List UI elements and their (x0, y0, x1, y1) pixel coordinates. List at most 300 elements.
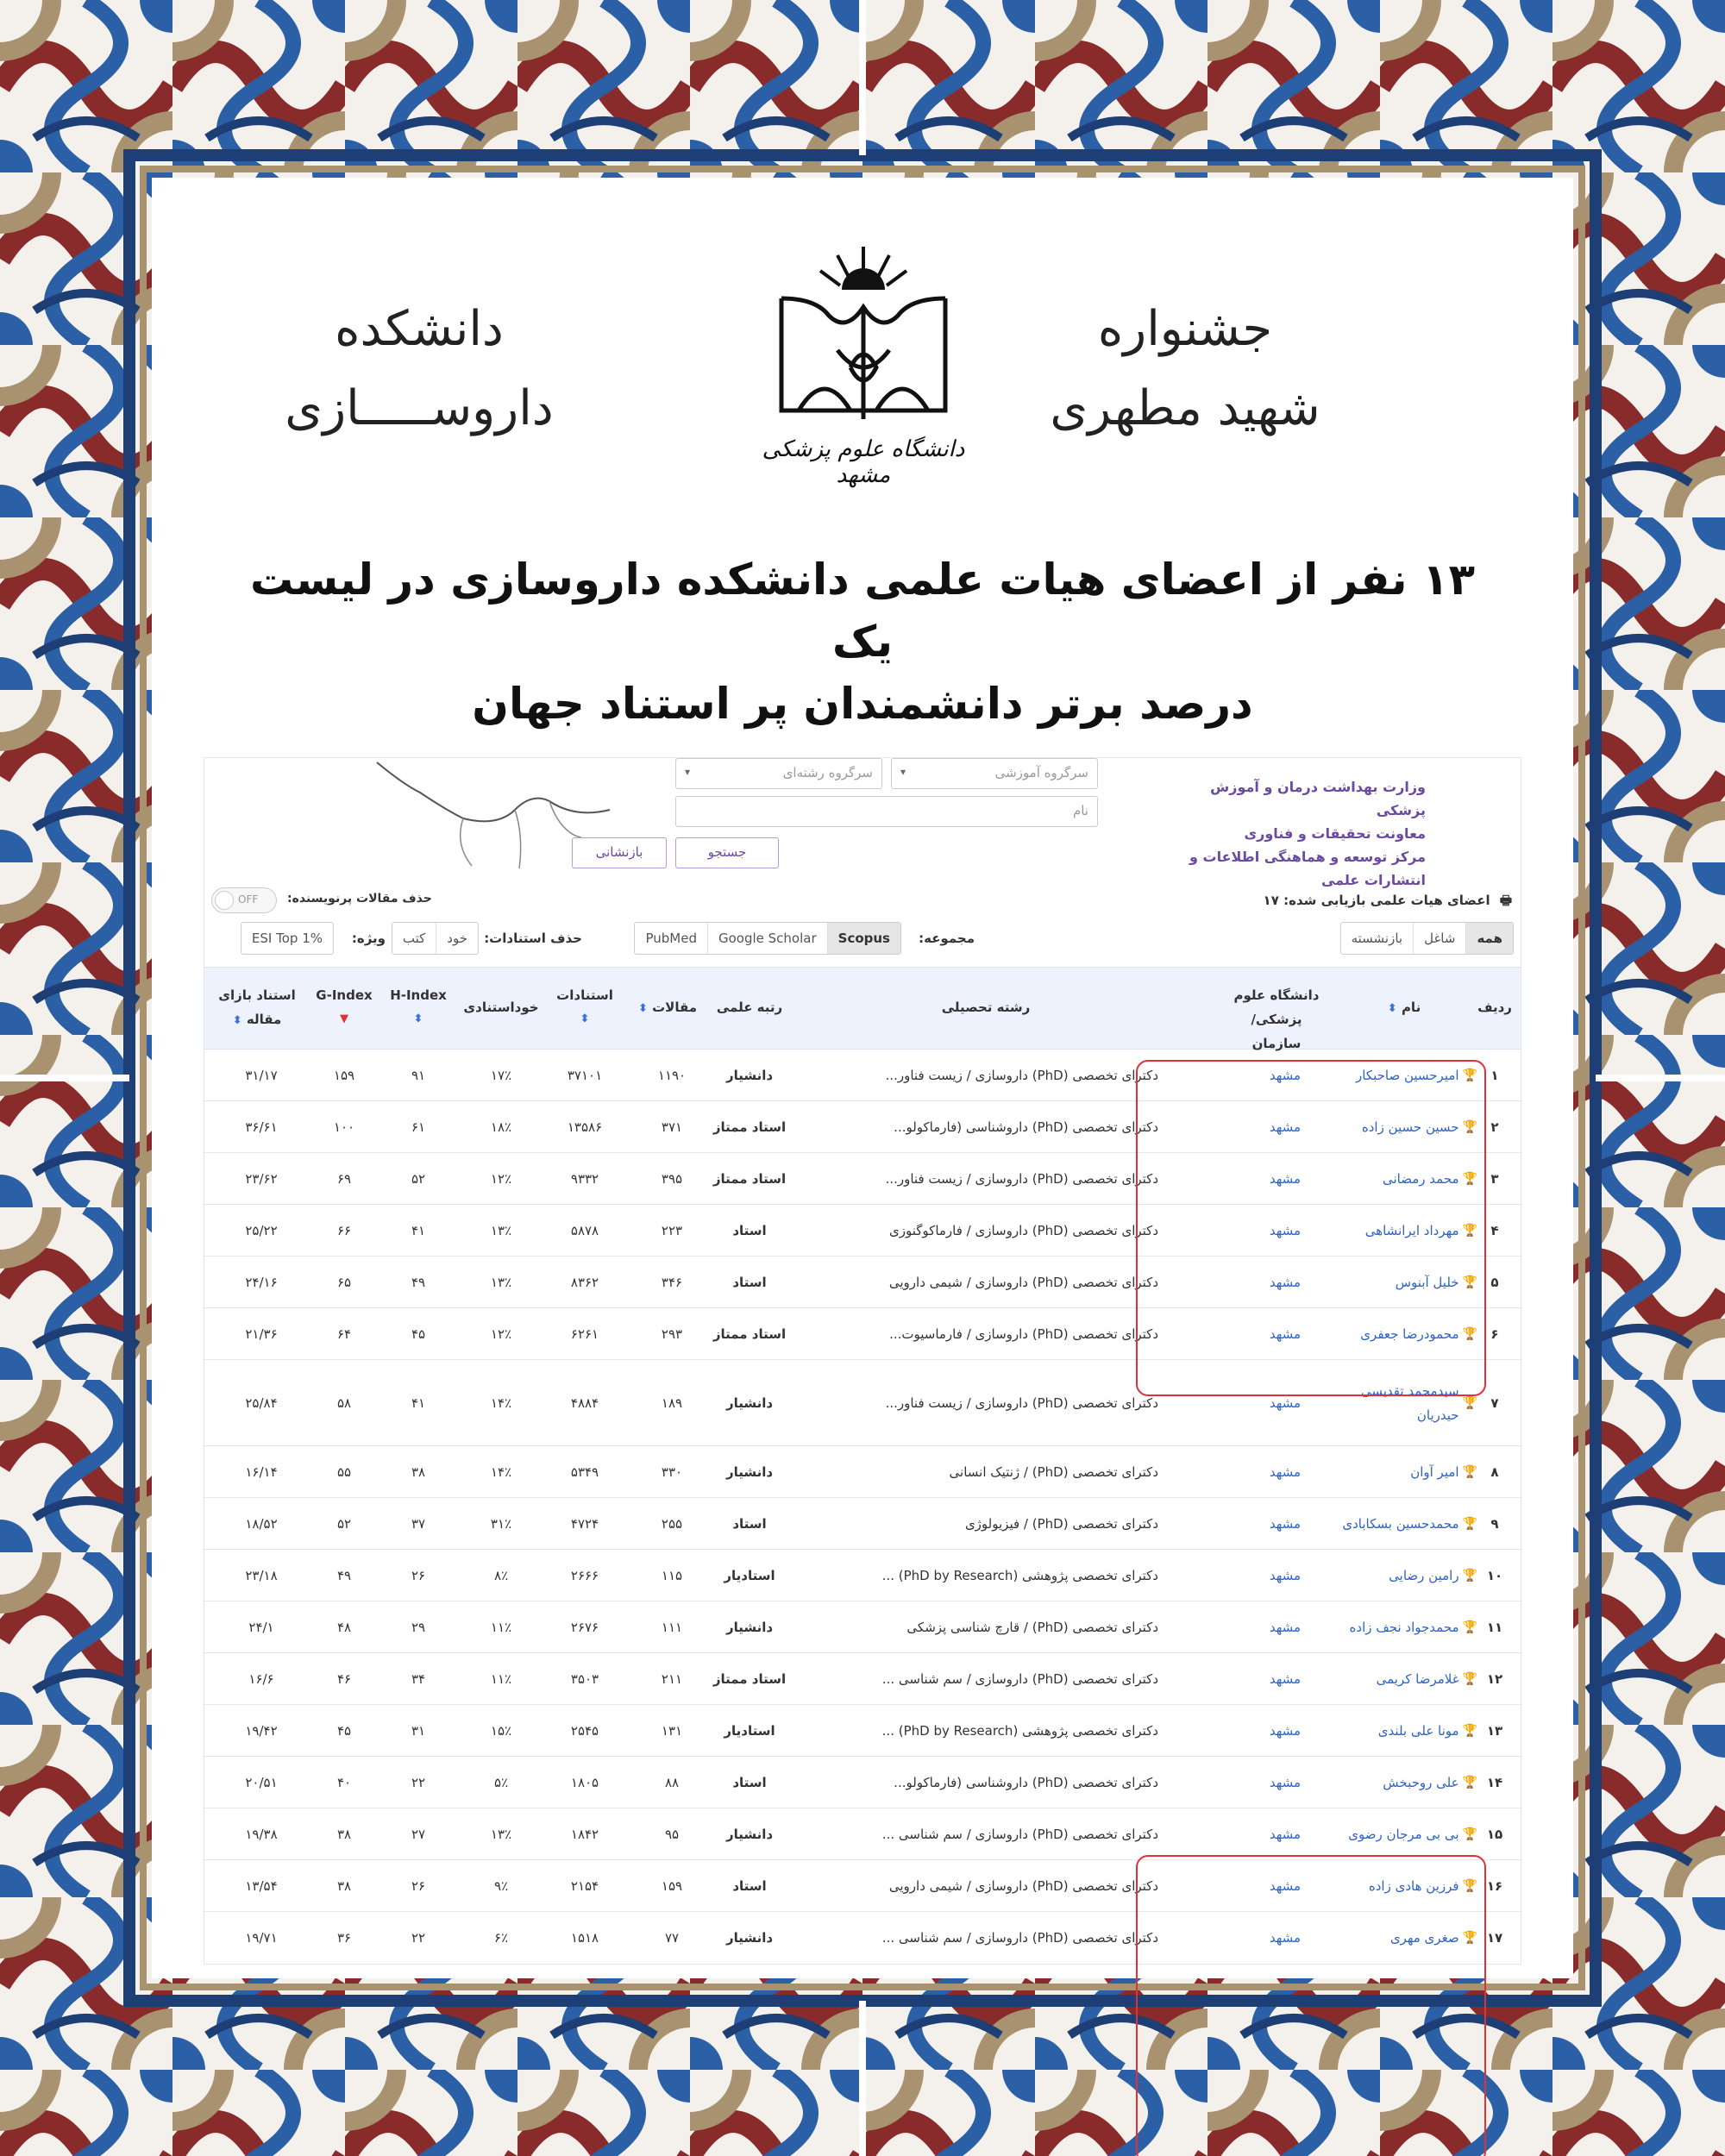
row-self-citation: ۱۸٪ (490, 1119, 512, 1135)
row-university[interactable]: مشهد (1269, 1670, 1302, 1687)
row-index: ۶ (1490, 1326, 1499, 1342)
row-rank: دانشیار (725, 1395, 774, 1411)
faculty-table (204, 967, 1521, 1964)
row-rank: دانشیار (725, 1067, 774, 1083)
row-articles: ۷۷ (664, 1930, 680, 1946)
row-citations: ۸۳۶۲ (570, 1274, 599, 1290)
row-university[interactable]: مشهد (1269, 1326, 1302, 1342)
row-h-index: ۴۱ (411, 1395, 426, 1411)
row-h-index: ۴۵ (411, 1326, 426, 1342)
row-name: مونا علی بلندی (1377, 1722, 1459, 1739)
row-index: ۱۴ (1486, 1774, 1503, 1790)
trophy-icon: 🏆 (1462, 1119, 1477, 1134)
row-rank: استادیار (724, 1722, 775, 1739)
row-self-citation: ۹٪ (493, 1877, 509, 1894)
row-h-index: ۳۱ (411, 1722, 426, 1739)
tab-pubmed[interactable]: PubMed (645, 931, 697, 946)
row-name-link[interactable] (1331, 1550, 1477, 1601)
row-university[interactable]: مشهد (1269, 1877, 1302, 1894)
row-university[interactable]: مشهد (1269, 1119, 1302, 1135)
row-index: ۹ (1490, 1515, 1499, 1532)
row-g-index: ۵۲ (336, 1515, 352, 1532)
trophy-icon: 🏆 (1462, 1671, 1477, 1686)
row-rank: استاد (732, 1274, 767, 1290)
row-self-citation: ۶٪ (493, 1930, 509, 1946)
row-index: ۱۵ (1486, 1826, 1503, 1842)
row-citations: ۱۸۴۲ (570, 1826, 599, 1842)
row-articles: ۱۸۹ (661, 1395, 683, 1411)
status-tabs (1340, 922, 1514, 955)
row-name: غلامرضا کریمی (1376, 1670, 1459, 1687)
row-articles: ۱۱۵ (661, 1567, 683, 1583)
row-articles: ۳۴۶ (661, 1274, 683, 1290)
row-articles: ۱۳۱ (661, 1722, 683, 1739)
row-h-index: ۲۹ (411, 1619, 426, 1635)
col-h-index[interactable] (384, 983, 453, 1031)
row-h-index: ۳۷ (411, 1515, 426, 1532)
row-university[interactable]: مشهد (1269, 1774, 1302, 1790)
special-label: ویژه: (351, 931, 386, 946)
row-h-index: ۲۶ (411, 1877, 426, 1894)
row-g-index: ۶۹ (336, 1170, 352, 1187)
result-count (1264, 892, 1512, 913)
row-rank: استاد (732, 1877, 767, 1894)
row-h-index: ۲۷ (411, 1826, 426, 1842)
ministry-header (1167, 775, 1426, 892)
row-index: ۳ (1490, 1170, 1499, 1187)
row-g-index: ۵۵ (336, 1463, 352, 1480)
row-h-index: ۶۱ (411, 1119, 426, 1135)
edu-group-select[interactable] (891, 758, 1098, 789)
row-articles: ۱۱۹۰ (657, 1067, 687, 1083)
row-field: دکترای تخصصی (PhD) داروسازی / سم شناسی ... (881, 1826, 1158, 1842)
col-idx: ردیف (1477, 1000, 1512, 1015)
row-university[interactable]: مشهد (1269, 1274, 1302, 1290)
row-index: ۲ (1490, 1119, 1499, 1135)
row-self-citation: ۱۲٪ (490, 1170, 512, 1187)
row-university[interactable]: مشهد (1269, 1395, 1302, 1411)
col-name-label: نام (1401, 1000, 1421, 1015)
tab-all[interactable]: همه (1465, 923, 1513, 954)
row-g-index: ۱۰۰ (333, 1119, 355, 1135)
row-index: ۸ (1490, 1463, 1499, 1480)
row-university[interactable]: مشهد (1269, 1170, 1302, 1187)
row-self-citation: ۱۴٪ (490, 1463, 512, 1480)
highlight-box-top (1136, 1060, 1486, 1396)
row-citations-per-article: ۲۵/۲۲ (245, 1222, 278, 1238)
row-articles: ۸۸ (664, 1774, 680, 1790)
row-h-index: ۳۴ (411, 1670, 426, 1687)
col-g-index[interactable] (310, 983, 379, 1031)
col-citations-label: استنادات (556, 987, 613, 1003)
trophy-icon: 🏆 (1462, 1326, 1477, 1341)
row-h-index: ۲۲ (411, 1774, 426, 1790)
row-rank: دانشیار (725, 1826, 774, 1842)
row-field: دکترای تخصصی (PhD) داروسازی / فارماکوگنوزی (889, 1222, 1158, 1238)
row-rank: دانشیار (725, 1463, 774, 1480)
row-name-link[interactable] (1331, 1601, 1477, 1652)
row-g-index: ۴۸ (336, 1619, 352, 1635)
row-citations: ۳۷۱۰۱ (567, 1067, 603, 1083)
row-name-link[interactable] (1331, 1757, 1477, 1808)
field-group-select[interactable] (675, 758, 882, 789)
chevron-down-icon: ▾ (900, 766, 906, 778)
remove-multiauthor-label: حذف مقالات پرنویسنده: (287, 892, 432, 906)
col-university-line2: پزشکی/سازمان (1251, 1012, 1302, 1051)
filter-bar (213, 922, 1514, 960)
row-articles: ۳۷۱ (661, 1119, 683, 1135)
row-citations-per-article: ۱۹/۳۸ (245, 1826, 278, 1842)
table-row (204, 1601, 1521, 1653)
ranking-website (204, 757, 1521, 1965)
table-row (204, 1498, 1521, 1550)
col-citations[interactable] (546, 983, 624, 1031)
option-books[interactable]: کتب (402, 931, 426, 946)
table-row (204, 1757, 1521, 1808)
row-g-index: ۱۵۹ (333, 1067, 355, 1083)
field-group-select-value: سرگروه رشته‌ای (782, 765, 873, 780)
row-self-citation: ۱۳٪ (490, 1222, 512, 1238)
row-field: دکترای تخصصی (PhD) داروشناسی (فارماکولو... (894, 1119, 1158, 1135)
row-name: بی بی مرجان رضوی (1348, 1826, 1459, 1842)
row-rank: استاد (732, 1515, 767, 1532)
university-logo-icon (747, 238, 980, 445)
reset-button[interactable]: بازنشانی (572, 837, 667, 868)
headline (221, 548, 1504, 735)
row-citations-per-article: ۱۹/۷۱ (245, 1930, 278, 1946)
trophy-icon: 🏆 (1462, 1464, 1477, 1479)
row-citations-per-article: ۲۵/۸۴ (245, 1395, 278, 1411)
col-g-index-label: G-Index (316, 987, 373, 1003)
special-options (241, 922, 334, 955)
row-g-index: ۴۰ (336, 1774, 352, 1790)
col-university (1229, 983, 1324, 1056)
row-citations-per-article: ۲۳/۶۲ (245, 1170, 278, 1187)
row-citations: ۲۱۵۴ (570, 1877, 599, 1894)
result-count-label: اعضای هیات علمی بازیابی شده: ۱۷ (1263, 893, 1490, 908)
edu-group-select-value: سرگروه آموزشی (994, 765, 1088, 780)
col-field: رشته تحصیلی (941, 1000, 1031, 1015)
chevron-down-icon: ▾ (685, 766, 691, 778)
row-citations-per-article: ۲۰/۵۱ (245, 1774, 278, 1790)
row-citations-per-article: ۲۴/۱۶ (245, 1274, 278, 1290)
row-citations-per-article: ۱۶/۶ (248, 1670, 274, 1687)
row-articles: ۲۵۵ (661, 1515, 683, 1532)
row-index: ۱۶ (1486, 1877, 1503, 1894)
row-field: دکترای تخصصی (PhD) داروسازی / زیست فناور... (885, 1170, 1158, 1187)
row-rank: استاد ممتاز (712, 1326, 787, 1342)
row-field: دکترای تخصصی (PhD) داروشناسی (فارماکولو... (894, 1774, 1158, 1790)
row-rank: دانشیار (725, 1619, 774, 1635)
col-name[interactable] (1331, 995, 1477, 1021)
tab-employed[interactable]: شاغل (1413, 923, 1465, 954)
row-field: دکترای تخصصی (PhD) داروسازی / سم شناسی ... (881, 1670, 1158, 1687)
sort-icon: ⬍ (637, 1002, 648, 1015)
table-row (204, 1705, 1521, 1757)
row-name: خلیل آبنوس (1395, 1274, 1459, 1290)
row-field: دکترای تخصصی (PhD) داروسازی / سم شناسی ... (881, 1930, 1158, 1946)
row-name: رامین رضایی (1389, 1567, 1459, 1583)
row-citations: ۶۲۶۱ (570, 1326, 599, 1342)
row-field: دکترای تخصصی پژوهشی (PhD by Research) ... (881, 1567, 1158, 1583)
festival-title (1013, 290, 1358, 448)
name-input[interactable] (675, 796, 1098, 827)
row-name: حسین حسین زاده (1361, 1119, 1459, 1135)
row-articles: ۳۹۵ (661, 1170, 683, 1187)
row-h-index: ۹۱ (411, 1067, 426, 1083)
row-name-link[interactable] (1331, 1808, 1477, 1859)
row-self-citation: ۱۲٪ (490, 1326, 512, 1342)
row-name-link[interactable] (1331, 1446, 1477, 1497)
row-citations: ۹۳۳۲ (570, 1170, 599, 1187)
row-field: دکترای تخصصی (PhD) / ژنتیک انسانی (949, 1463, 1158, 1480)
row-name: سیدمحمد تقدیسی حیدریان (1360, 1382, 1459, 1423)
row-name: محمودرضا جعفری (1360, 1326, 1459, 1342)
row-g-index: ۶۴ (336, 1326, 352, 1342)
row-citations-per-article: ۱۸/۵۲ (245, 1515, 278, 1532)
row-university[interactable]: مشهد (1269, 1463, 1302, 1480)
row-university[interactable]: مشهد (1269, 1222, 1302, 1238)
faculty-title-line1: دانشکده (335, 301, 504, 357)
col-citations-per-article[interactable] (210, 983, 304, 1033)
row-g-index: ۶۵ (336, 1274, 352, 1290)
sort-icon: ⬍ (1387, 1002, 1397, 1015)
row-index: ۱ (1490, 1067, 1499, 1083)
row-citations-per-article: ۲۱/۳۶ (245, 1326, 278, 1342)
row-university[interactable]: مشهد (1269, 1930, 1302, 1946)
row-g-index: ۴۶ (336, 1670, 352, 1687)
row-citations-per-article: ۲۴/۱ (248, 1619, 274, 1635)
row-h-index: ۲۲ (411, 1930, 426, 1946)
row-h-index: ۴۹ (411, 1274, 426, 1290)
row-name: محمدحسین بسکابادی (1342, 1515, 1459, 1532)
faculty-title-line2: داروســـــازی (285, 380, 554, 436)
logo-caption: دانشگاه علوم پزشکی مشهد (762, 436, 965, 488)
search-button[interactable]: جستجو (675, 837, 779, 868)
row-citations: ۲۵۴۵ (570, 1722, 599, 1739)
row-citations-per-article: ۳۱/۱۷ (245, 1067, 278, 1083)
row-citations: ۴۸۸۴ (570, 1395, 599, 1411)
trophy-icon: 🏆 (1462, 1827, 1477, 1841)
row-name: علی روحبخش (1383, 1774, 1459, 1790)
row-articles: ۳۳۰ (661, 1463, 683, 1480)
tab-retired[interactable]: بازنشسته (1351, 931, 1403, 946)
remove-multiauthor-toggle[interactable] (211, 887, 277, 913)
row-rank: استاد ممتاز (712, 1670, 787, 1687)
remove-citations-label: حذف استنادات: (484, 931, 582, 946)
row-field: دکترای تخصصی (PhD) / قارچ شناسی پزشکی (906, 1619, 1158, 1635)
row-self-citation: ۳۱٪ (490, 1515, 512, 1532)
trophy-icon: 🏆 (1462, 1275, 1477, 1289)
row-h-index: ۲۶ (411, 1567, 426, 1583)
row-rank: استاد (732, 1774, 767, 1790)
ministry-line3: مرکز توسعه و هماهنگی اطلاعات و انتشارات علمی (1189, 849, 1426, 888)
tab-google-scholar[interactable]: Google Scholar (707, 923, 827, 954)
row-name-link[interactable] (1331, 1705, 1477, 1756)
row-field: دکترای تخصصی پژوهشی (PhD by Research) ... (881, 1722, 1158, 1739)
headline-line1: ۱۳ نفر از اعضای هیات علمی دانشکده داروسازی در لیست یک (249, 555, 1475, 667)
table-row (204, 1808, 1521, 1860)
col-rank: رتبه علمی (716, 1000, 783, 1015)
row-h-index: ۴۱ (411, 1222, 426, 1238)
row-name: صغری مهری (1389, 1930, 1459, 1946)
row-h-index: ۳۸ (411, 1463, 426, 1480)
row-field: دکترای تخصصی (PhD) داروسازی / زیست فناور... (885, 1067, 1158, 1083)
row-self-citation: ۸٪ (493, 1567, 509, 1583)
row-self-citation: ۱۳٪ (490, 1274, 512, 1290)
row-rank: دانشیار (725, 1930, 774, 1946)
row-citations: ۵۸۷۸ (570, 1222, 599, 1238)
row-name: محمد رمضانی (1382, 1170, 1459, 1187)
trophy-icon: 🏆 (1462, 1878, 1477, 1893)
festival-title-line1: جشنواره (1097, 301, 1273, 357)
row-articles: ۲۹۳ (661, 1326, 683, 1342)
row-citations-per-article: ۱۳/۵۴ (245, 1877, 278, 1894)
row-citations: ۲۶۷۶ (570, 1619, 599, 1635)
row-citations-per-article: ۱۶/۱۴ (245, 1463, 278, 1480)
col-articles[interactable] (629, 995, 706, 1021)
row-rank: استادیار (724, 1567, 775, 1583)
content-panel (152, 178, 1573, 1978)
faculty-title (247, 290, 592, 448)
trophy-icon: 🏆 (1462, 1620, 1477, 1634)
row-university[interactable]: مشهد (1269, 1567, 1302, 1583)
row-g-index: ۳۶ (336, 1930, 352, 1946)
row-rank: استاد (732, 1222, 767, 1238)
highlight-box-bottom (1136, 1855, 1486, 2156)
row-field: دکترای تخصصی (PhD) داروسازی / زیست فناور... (885, 1395, 1158, 1411)
row-g-index: ۳۸ (336, 1877, 352, 1894)
row-self-citation: ۱۵٪ (490, 1722, 512, 1739)
source-tabs (634, 922, 901, 955)
name-input-placeholder: نام (1072, 803, 1088, 818)
row-field: دکترای تخصصی (PhD) داروسازی / شیمی دارویی (888, 1877, 1158, 1894)
remove-citations-options (392, 922, 479, 955)
row-name-link[interactable] (1331, 1653, 1477, 1704)
row-rank: استاد ممتاز (712, 1170, 787, 1187)
headline-line2: درصد برتر دانشمندان پر استناد جهان (472, 679, 1253, 729)
row-g-index: ۴۹ (336, 1567, 352, 1583)
row-g-index: ۵۸ (336, 1395, 352, 1411)
row-g-index: ۴۵ (336, 1722, 352, 1739)
sort-icon: ⬍ (413, 1012, 423, 1025)
table-row (204, 1550, 1521, 1601)
col-self-citation: خوداستنادی (463, 1000, 539, 1015)
row-g-index: ۳۸ (336, 1826, 352, 1842)
row-articles: ۱۵۹ (661, 1877, 683, 1894)
row-citations: ۵۳۴۹ (570, 1463, 599, 1480)
collection-label: مجموعه: (919, 931, 975, 946)
trophy-icon: 🏆 (1462, 1171, 1477, 1186)
row-self-citation: ۱۷٪ (490, 1067, 512, 1083)
option-self[interactable]: خود (436, 923, 478, 954)
row-university[interactable]: مشهد (1269, 1619, 1302, 1635)
row-name: فرزین هادی زاده (1368, 1877, 1459, 1894)
printer-icon[interactable]: 🖶 (1499, 893, 1512, 908)
tab-scopus[interactable]: Scopus (827, 923, 900, 954)
trophy-icon: 🏆 (1462, 1068, 1477, 1082)
row-articles: ۹۵ (664, 1826, 680, 1842)
row-university[interactable]: مشهد (1269, 1515, 1302, 1532)
row-field: دکترای تخصصی (PhD) داروسازی / فارماسیوت... (889, 1326, 1158, 1342)
col-articles-label: مقالات (652, 1000, 698, 1015)
row-citations: ۴۷۲۴ (570, 1515, 599, 1532)
trophy-icon: 🏆 (1462, 1931, 1477, 1945)
row-citations-per-article: ۱۹/۴۲ (245, 1722, 278, 1739)
sort-icon: ⬍ (580, 1012, 590, 1025)
row-index: ۱۳ (1486, 1722, 1503, 1739)
row-articles: ۱۱۱ (661, 1619, 683, 1635)
ministry-line2: معاونت تحقیقات و فناوری (1244, 825, 1426, 842)
row-citations: ۲۶۶۶ (570, 1567, 599, 1583)
row-name: امیرحسین صاحبکار (1355, 1067, 1459, 1083)
ministry-line1: وزارت بهداشت درمان و آموزش پزشکی (1210, 779, 1426, 818)
toggle-state: OFF (238, 893, 259, 906)
row-citations: ۳۵۰۳ (570, 1670, 599, 1687)
row-field: دکترای تخصصی (PhD) داروسازی / شیمی دارویی (888, 1274, 1158, 1290)
row-index: ۱۲ (1486, 1670, 1503, 1687)
col-university-line1: دانشگاه علوم (1233, 987, 1320, 1003)
trophy-icon: 🏆 (1462, 1516, 1477, 1531)
festival-title-line2: شهید مطهری (1050, 380, 1320, 436)
trophy-icon: 🏆 (1462, 1568, 1477, 1583)
row-name: مهرداد ایرانشاهی (1364, 1222, 1459, 1238)
table-row (204, 1653, 1521, 1705)
row-university[interactable]: مشهد (1269, 1067, 1302, 1083)
esi-top-button[interactable]: ESI Top 1% (251, 931, 323, 946)
row-articles: ۲۲۳ (661, 1222, 683, 1238)
trophy-icon: 🏆 (1462, 1775, 1477, 1789)
trophy-icon: 🏆 (1462, 1223, 1477, 1238)
row-university[interactable]: مشهد (1269, 1722, 1302, 1739)
table-row (204, 1446, 1521, 1498)
row-rank: استاد ممتاز (712, 1119, 787, 1135)
row-self-citation: ۱۱٪ (490, 1619, 512, 1635)
trophy-icon: 🏆 (1462, 1395, 1477, 1410)
trophy-icon: 🏆 (1462, 1723, 1477, 1738)
row-citations: ۱۳۵۸۶ (567, 1119, 603, 1135)
row-index: ۴ (1490, 1222, 1499, 1238)
col-cpa-line2: مقاله (246, 1012, 282, 1027)
row-citations-per-article: ۳۶/۶۱ (245, 1119, 278, 1135)
row-index: ۱۱ (1486, 1619, 1503, 1635)
toggle-knob (215, 891, 234, 910)
row-g-index: ۶۶ (336, 1222, 352, 1238)
sort-desc-icon: ▼ (340, 1012, 348, 1025)
col-cpa-line1: استناد بازای (218, 987, 296, 1003)
row-name: محمدجواد نجف زاده (1349, 1619, 1459, 1635)
sort-icon: ⬍ (232, 1014, 242, 1027)
row-self-citation: ۵٪ (493, 1774, 509, 1790)
row-university[interactable]: مشهد (1269, 1826, 1302, 1842)
row-citations: ۱۵۱۸ (570, 1930, 599, 1946)
row-articles: ۲۱۱ (661, 1670, 683, 1687)
row-name: امیر آوان (1410, 1463, 1459, 1480)
row-self-citation: ۱۳٪ (490, 1826, 512, 1842)
row-index: ۷ (1490, 1395, 1499, 1411)
row-index: ۵ (1490, 1274, 1499, 1290)
col-h-index-label: H-Index (390, 987, 447, 1003)
row-self-citation: ۱۱٪ (490, 1670, 512, 1687)
row-field: دکترای تخصصی (PhD) / فیزیولوژی (964, 1515, 1158, 1532)
row-self-citation: ۱۴٪ (490, 1395, 512, 1411)
row-h-index: ۵۲ (411, 1170, 426, 1187)
table-header (204, 967, 1521, 1050)
row-citations: ۱۸۰۵ (570, 1774, 599, 1790)
row-name-link[interactable] (1331, 1498, 1477, 1549)
row-index: ۱۰ (1486, 1567, 1503, 1583)
row-citations-per-article: ۲۳/۱۸ (245, 1567, 278, 1583)
